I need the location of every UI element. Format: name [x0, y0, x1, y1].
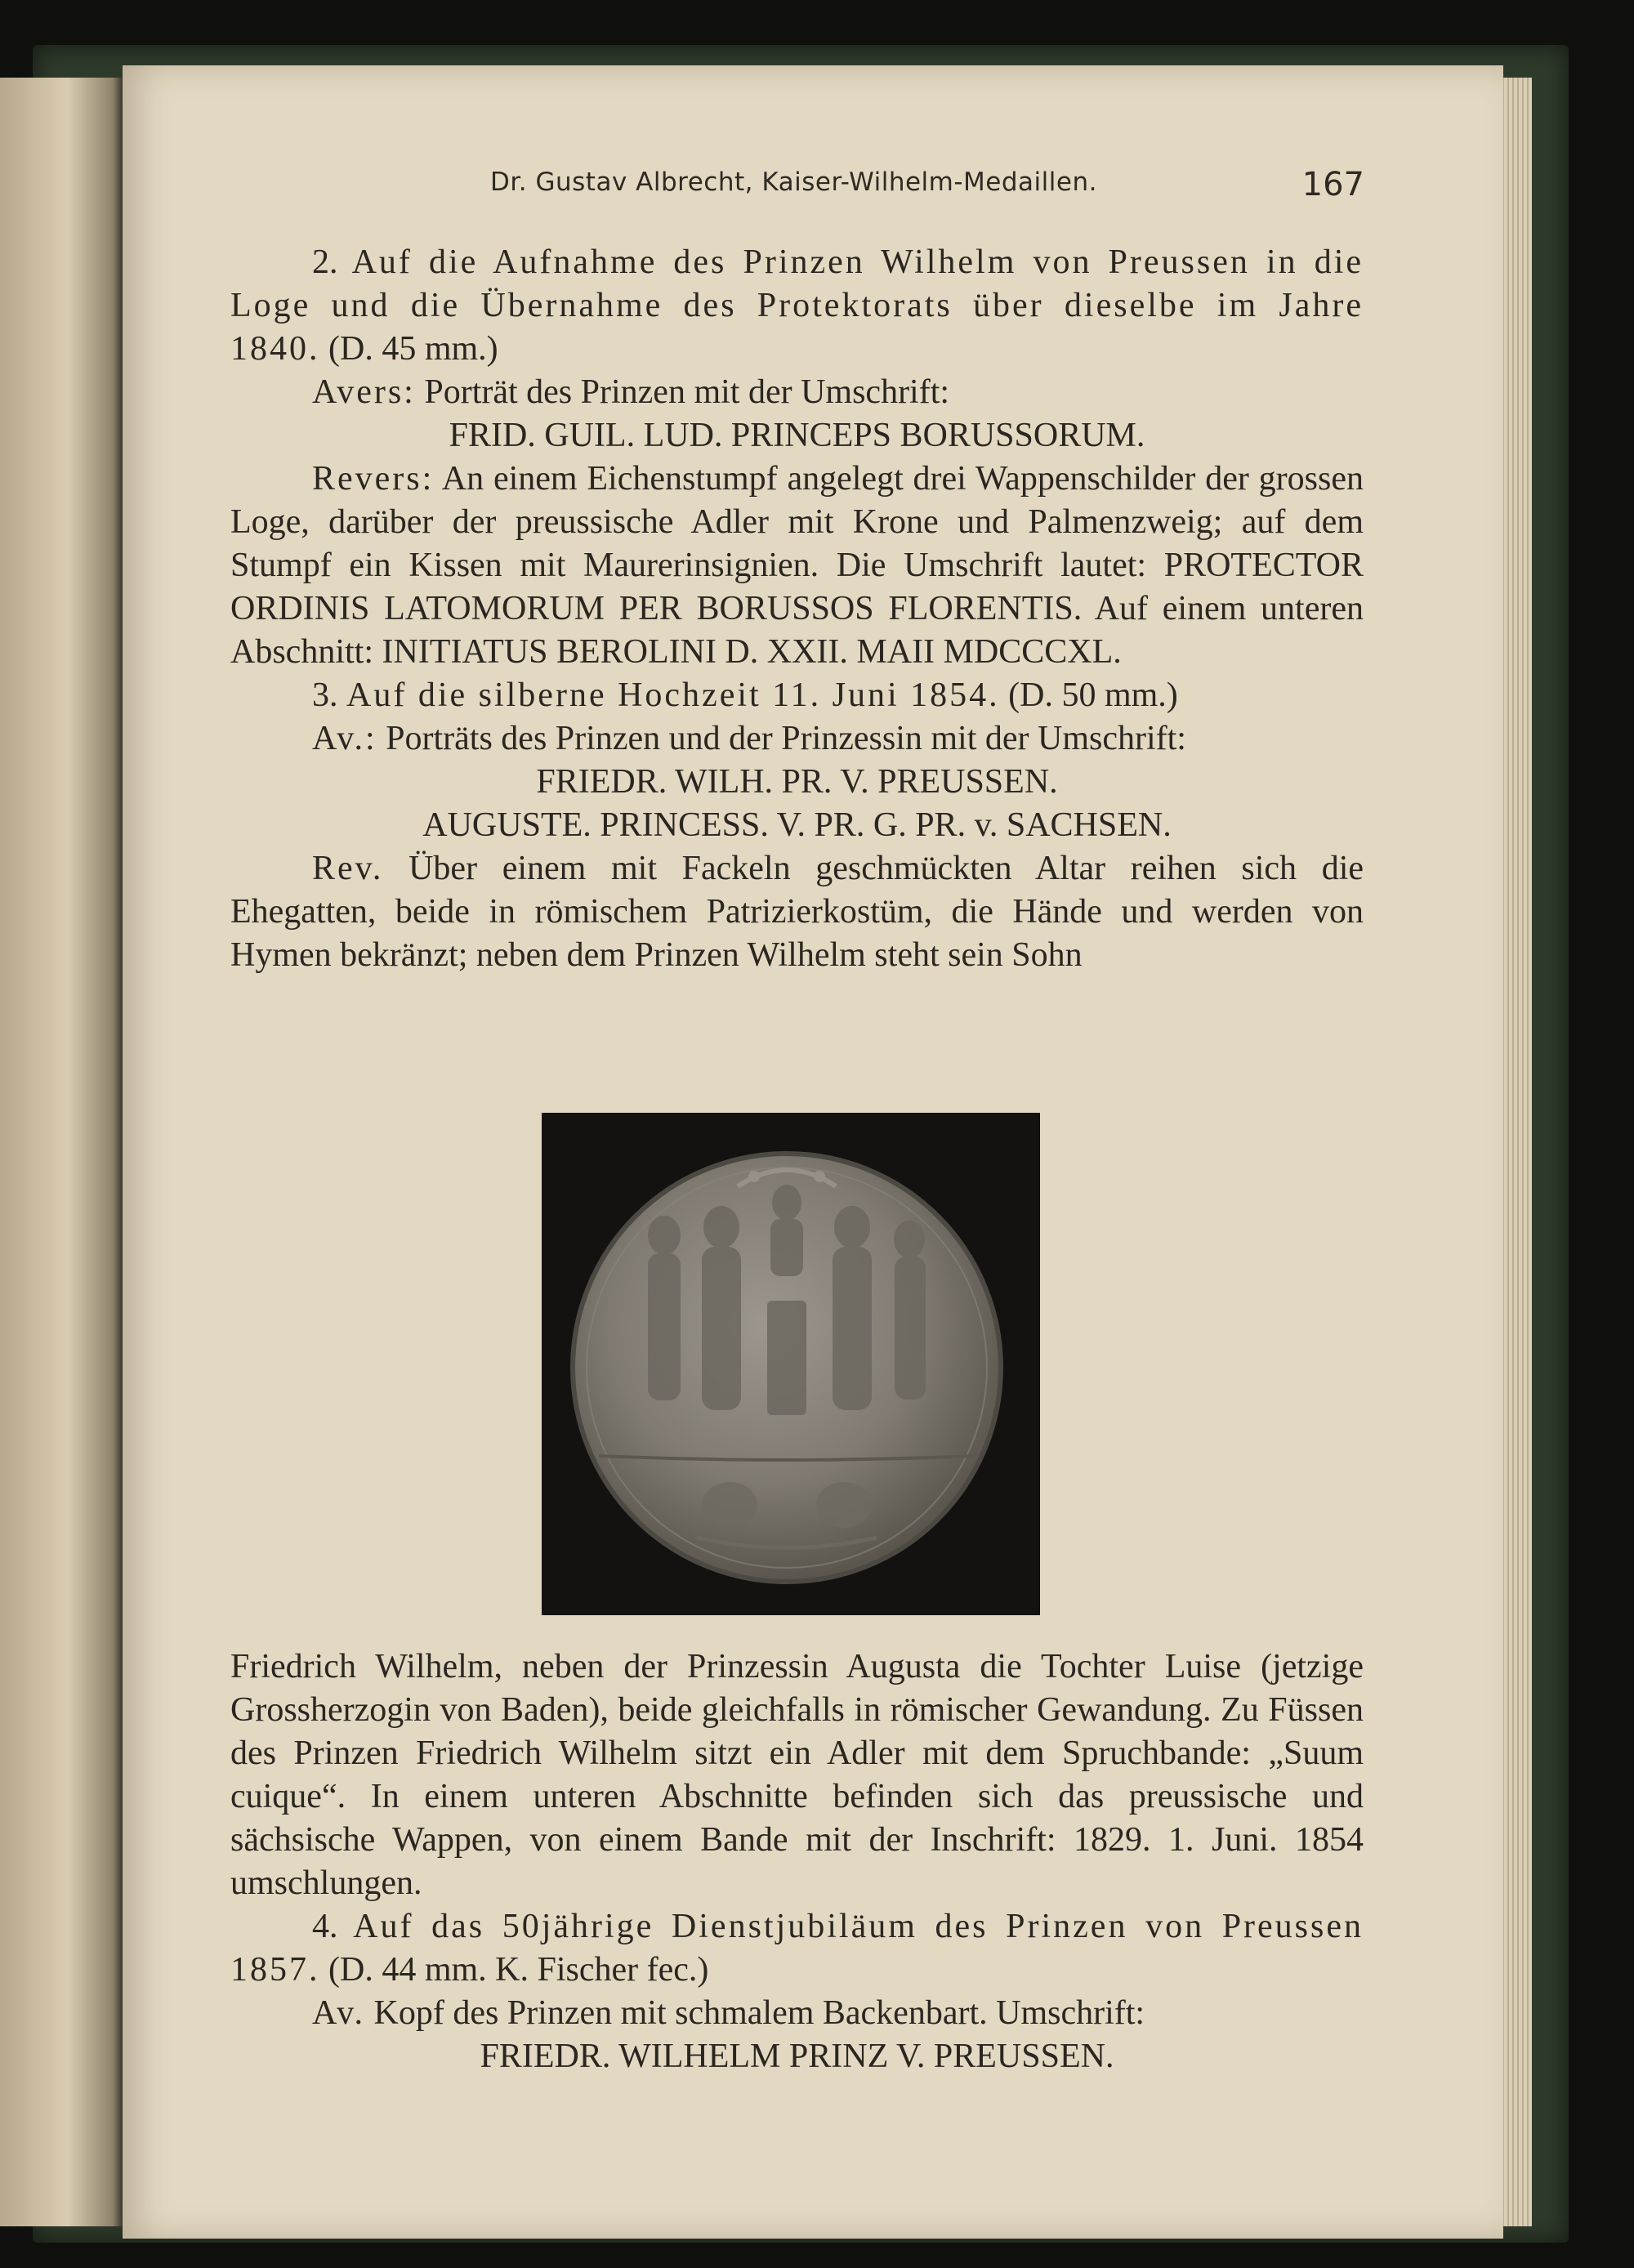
text-block-lower	[230, 1645, 1364, 2078]
item3-heading: 3. Auf die silberne Hochzeit 11. Juni 1854. (D. 50 mm.)	[312, 676, 1178, 714]
running-head: Dr. Gustav Albrecht, Kaiser-Wilhelm-Medaillen.	[490, 167, 1097, 197]
medal-image	[542, 1113, 1040, 1615]
item4-heading: 4. Auf das 50jährige Dienstjubiläum des Prinzen von Preussen 1857. (D. 44 mm. K. Fischer fec.)	[230, 1908, 1364, 1989]
item2-avers: Avers: Porträt des Prinzen mit der Umschrift:	[312, 373, 950, 411]
item3-inscription-line2: AUGUSTE. PRINCESS. V. PR. G. PR. v. SACHSEN.	[422, 806, 1172, 844]
item3-revers: Rev. Über einem mit Fackeln geschmückten Altar reihen sich die Ehegatten, beide in römischem Patrizierkostüm, die Hände und werden von Hymen bekränzt; neben dem Prinzen Wilhelm steht sein Sohn	[230, 850, 1364, 974]
item2-revers: Revers: An einem Eichenstumpf angelegt drei Wappenschilder der grossen Loge, darüber der preussische Adler mit Krone und Palmenzweig; auf dem Stumpf ein Kissen mit Maurerinsignien. Die Umschrift lautet: PROTECTOR ORDINIS LATOMORUM PER BORUSSOS FLORENTIS. Auf einem unteren Abschnitt: INITIATUS BEROLINI D. XXII. MAII MDCCCXL.	[230, 460, 1364, 671]
item2-heading: 2. Auf die Aufnahme des Prinzen Wilhelm von Preussen in die Loge und die Übernahme des Protektorats über dieselbe im Jahre 1840. (D. 45 mm.)	[230, 243, 1364, 368]
text-block-upper	[230, 241, 1364, 977]
medal-figure	[542, 1113, 1040, 1615]
page-header	[359, 166, 1364, 215]
page-number: 167	[1301, 166, 1364, 203]
item3-avers: Av.: Porträts des Prinzen und der Prinzessin mit der Umschrift:	[312, 720, 1186, 757]
item3-revers-continued: Friedrich Wilhelm, neben der Prinzessin Augusta die Tochter Luise (jetzige Grossherzogin von Baden), beide gleichfalls in römischer Gewandung. Zu Füssen des Prinzen Friedrich Wilhelm sitzt ein Adler mit dem Spruchbande: „Suum cuique“. In einem unteren Abschnitte befinden sich das preussische und sächsische Wappen, von einem Bande mit der Inschrift: 1829. 1. Juni. 1854 umschlungen.	[230, 1648, 1364, 1902]
item3-inscription-line1: FRIEDR. WILH. PR. V. PREUSSEN.	[536, 763, 1058, 801]
item2-avers-inscription: FRID. GUIL. LUD. PRINCEPS BORUSSORUM.	[449, 417, 1145, 454]
left-page-edge	[0, 78, 123, 2226]
item4-inscription: FRIEDR. WILHELM PRINZ V. PREUSSEN.	[480, 2038, 1114, 2075]
item4-avers: Av. Kopf des Prinzen mit schmalem Backenbart. Umschrift:	[312, 1994, 1145, 2032]
